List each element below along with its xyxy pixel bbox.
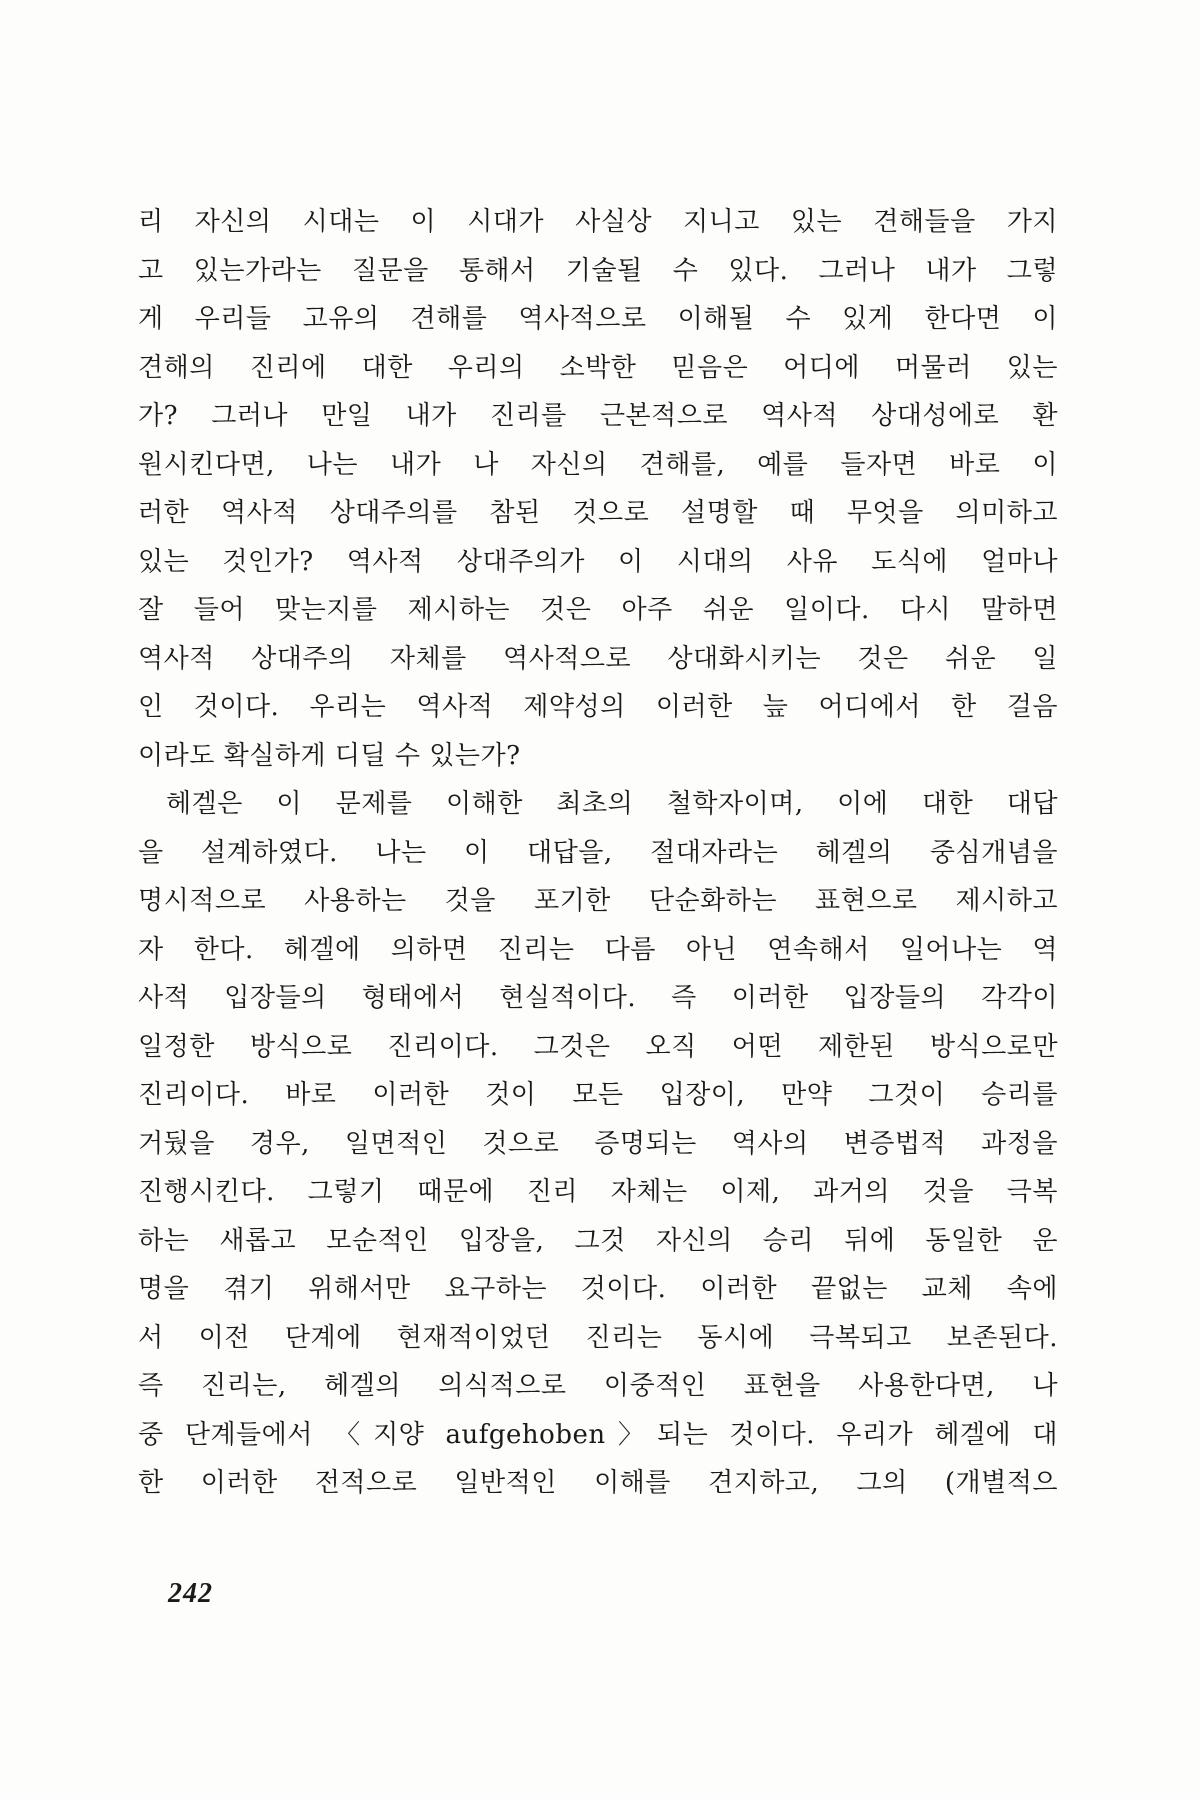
text-line: 있는 것인가? 역사적 상대주의가 이 시대의 사유 도식에 얼마나 [138, 546, 1058, 577]
text-line: 명시적으로 사용하는 것을 포기한 단순화하는 표현으로 제시하고 [138, 886, 1058, 916]
text-line: 사적 입장들의 형태에서 현실적이다. 즉 이러한 입장들의 각각이 [138, 983, 1058, 1013]
paragraph-end-line: 이라도 확실하게 디딜 수 있는가? [138, 740, 521, 771]
text-line: 즉 진리는, 헤겔의 의식적으로 이중적인 표현을 사용한다면, 나 [138, 1371, 1058, 1401]
text-line: 고 있는가라는 질문을 통해서 기술될 수 있다. 그러나 내가 그렇 [138, 255, 1058, 286]
text-line: 리 자신의 시대는 이 시대가 사실상 지니고 있는 견해들을 가지 [138, 207, 1058, 237]
text-line: 을 설계하였다. 나는 이 대답을, 절대자라는 헤겔의 중심개념을 [138, 837, 1058, 868]
text-line: 가? 그러나 만일 내가 진리를 근본적으로 역사적 상대성에로 환 [138, 401, 1058, 431]
text-line: 진행시킨다. 그렇기 때문에 진리 자체는 이제, 과거의 것을 극복 [138, 1177, 1058, 1207]
text-line: 거뒀을 경우, 일면적인 것으로 증명되는 역사의 변증법적 과정을 [138, 1128, 1058, 1159]
paragraph-start-line: 헤겔은 이 문제를 이해한 최초의 철학자이며, 이에 대한 대답 [166, 789, 1058, 819]
text-line: 일정한 방식으로 진리이다. 그것은 오직 어떤 제한된 방식으로만 [138, 1031, 1058, 1062]
text-line: 중 단계들에서 〈지양 aufgehoben〉되는 것이다. 우리가 헤겔에 대 [138, 1419, 1058, 1450]
page-number: 242 [168, 1578, 213, 1609]
text-line: 견해의 진리에 대한 우리의 소박한 믿음은 어디에 머물러 있는 [138, 352, 1058, 383]
text-line: 하는 새롭고 모순적인 입장을, 그것 자신의 승리 뒤에 동일한 운 [138, 1225, 1058, 1256]
text-line: 게 우리들 고유의 견해를 역사적으로 이해될 수 있게 한다면 이 [138, 304, 1058, 334]
text-line: 명을 겪기 위해서만 요구하는 것이다. 이러한 끝없는 교체 속에 [138, 1274, 1058, 1304]
text-line: 원시킨다면, 나는 내가 나 자신의 견해를, 예를 들자면 바로 이 [138, 449, 1058, 480]
text-line: 한 이러한 전적으로 일반적인 이해를 견지하고, 그의 (개별적으 [138, 1468, 1058, 1498]
text-line: 진리이다. 바로 이러한 것이 모든 입장이, 만약 그것이 승리를 [138, 1080, 1058, 1110]
text-line: 인 것이다. 우리는 역사적 제약성의 이러한 늪 어디에서 한 걸음 [138, 692, 1058, 722]
text-line: 역사적 상대주의 자체를 역사적으로 상대화시키는 것은 쉬운 일 [138, 643, 1058, 674]
text-line: 서 이전 단계에 현재적이었던 진리는 동시에 극복되고 보존된다. [138, 1322, 1058, 1353]
text-line: 잘 들어 맞는지를 제시하는 것은 아주 쉬운 일이다. 다시 말하면 [138, 595, 1058, 625]
body-text [138, 198, 1058, 1508]
text-line: 러한 역사적 상대주의를 참된 것으로 설명할 때 무엇을 의미하고 [138, 498, 1058, 528]
text-line: 자 한다. 헤겔에 의하면 진리는 다름 아닌 연속해서 일어나는 역 [138, 934, 1058, 965]
